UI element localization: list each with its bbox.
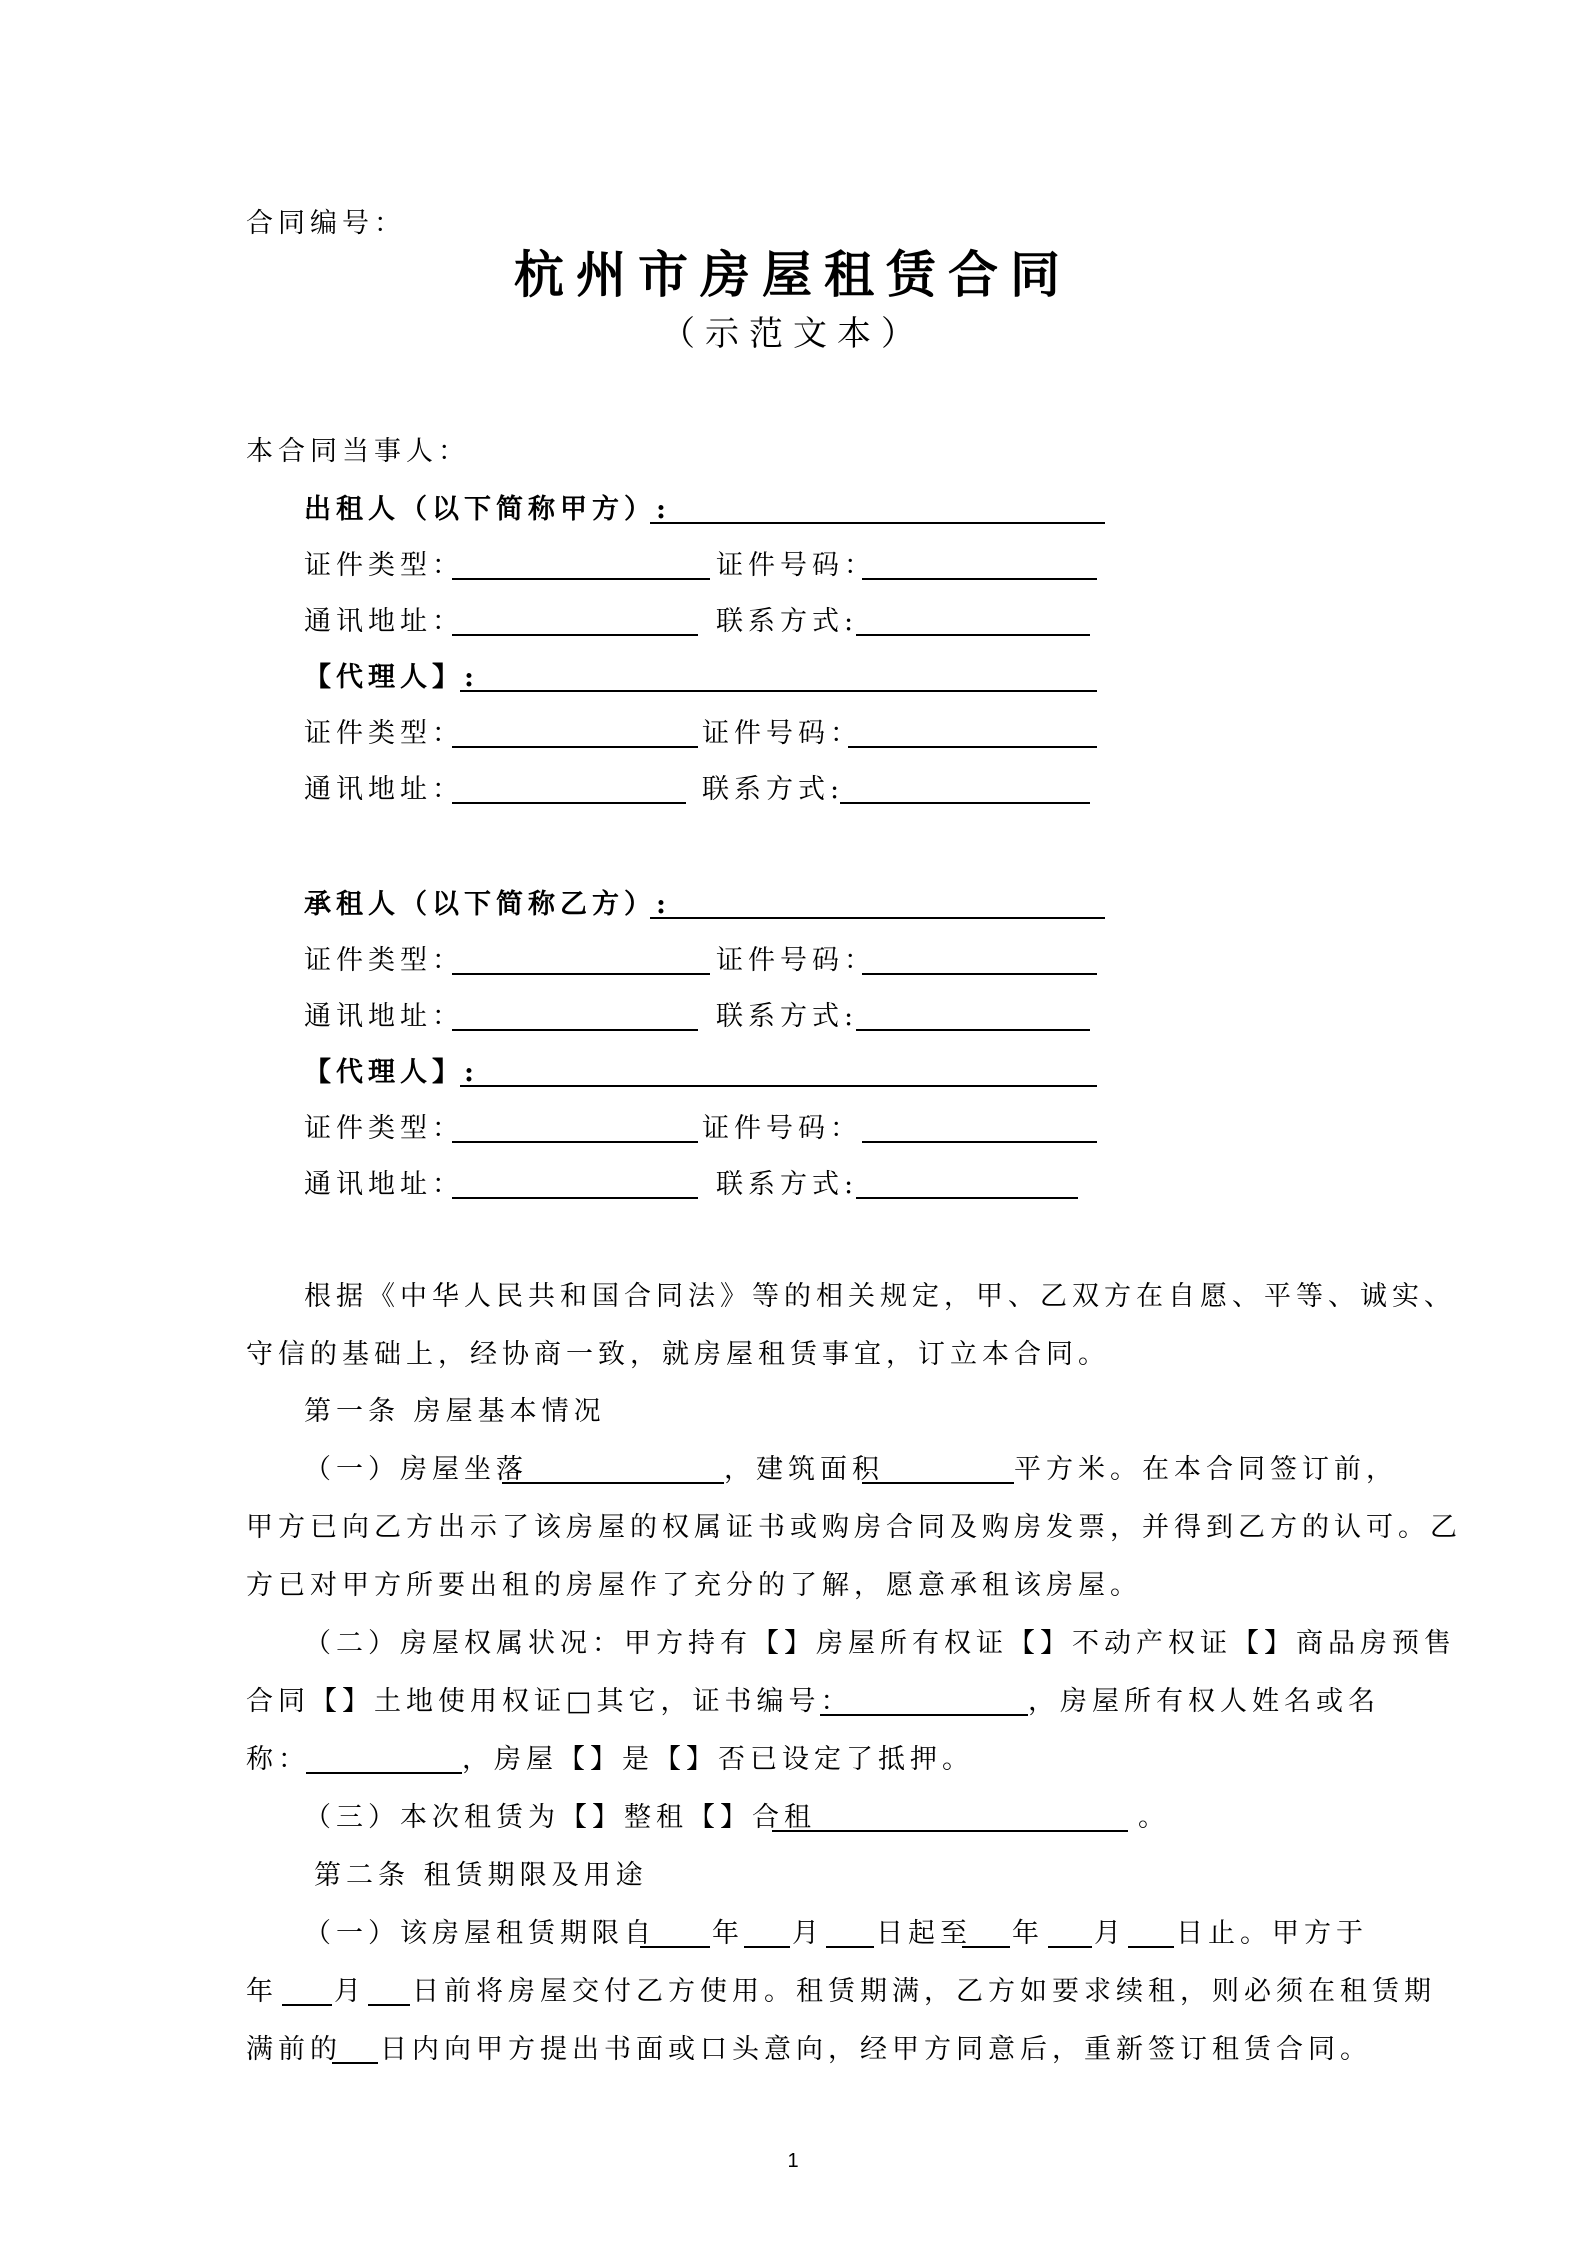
preamble-line-1: 根据《中华人民共和国合同法》等的相关规定，甲、乙双方在自愿、平等、诚实、 <box>304 1281 1456 1312</box>
landlord-agent-id-type-field[interactable] <box>452 746 698 748</box>
tenant-agent-id-type-field[interactable] <box>452 1141 698 1143</box>
landlord-contact-label: 联系方式: <box>716 606 859 637</box>
delivery-day-field[interactable] <box>368 2004 410 2006</box>
property-location-field[interactable] <box>502 1482 724 1484</box>
start-day-field[interactable] <box>826 1946 874 1948</box>
tenant-id-no-field[interactable] <box>862 973 1097 975</box>
start-day-label: 日起至 <box>876 1918 972 1949</box>
start-year-field[interactable] <box>640 1946 710 1948</box>
article-1-clause-2-line-1: （二）房屋权属状况：甲方持有【】房屋所有权证【】不动产权证【】商品房预售 <box>304 1628 1456 1659</box>
article-1-clause-2-line-3-start: 称： <box>246 1744 310 1775</box>
landlord-contact-field[interactable] <box>856 634 1090 636</box>
end-year-label: 年 <box>1012 1918 1044 1949</box>
delivery-month-label: 月 <box>334 1976 366 2007</box>
tenant-id-type-label: 证件类型： <box>304 945 464 976</box>
document-subtitle: （示范文本） <box>661 314 925 354</box>
tenant-name-field[interactable] <box>650 917 1105 919</box>
article-2-clause-1-start: （一）该房屋租赁期限自 <box>304 1918 656 1949</box>
article-1-clause-2-line-2-end: ，房屋所有权人姓名或名 <box>1028 1686 1380 1717</box>
landlord-agent-id-no-field[interactable] <box>848 746 1097 748</box>
article-1-clause-1-start: （一）房屋坐落 <box>304 1454 528 1485</box>
article-1-clause-3-start: （三）本次租赁为【】整租【】合租 <box>304 1802 816 1833</box>
tenant-agent-contact-label: 联系方式: <box>716 1169 859 1200</box>
end-day-field[interactable] <box>1128 1946 1174 1948</box>
article-1-clause-2-line-3-end: ，房屋【】是【】否已设定了抵押。 <box>462 1744 974 1775</box>
landlord-agent-address-label: 通讯地址： <box>304 774 464 805</box>
tenant-address-label: 通讯地址： <box>304 1001 464 1032</box>
parties-heading: 本合同当事人： <box>246 436 470 467</box>
document-title: 杭州市房屋租赁合同 <box>514 245 1072 304</box>
end-month-label: 月 <box>1094 1918 1126 1949</box>
end-year-field[interactable] <box>962 1946 1010 1948</box>
building-area-field[interactable] <box>862 1482 1014 1484</box>
landlord-agent-contact-field[interactable] <box>840 802 1090 804</box>
renewal-clause-end: 日内向甲方提出书面或口头意向，经甲方同意后，重新签订租赁合同。 <box>380 2034 1372 2065</box>
landlord-address-field[interactable] <box>452 634 698 636</box>
end-day-label: 日止。甲方于 <box>1176 1918 1368 1949</box>
start-year-label: 年 <box>712 1918 744 1949</box>
landlord-id-no-label: 证件号码： <box>716 550 876 581</box>
landlord-id-type-label: 证件类型： <box>304 550 464 581</box>
owner-name-field[interactable] <box>306 1772 462 1774</box>
renewal-clause-start: 满前的 <box>246 2034 342 2065</box>
tenant-contact-label: 联系方式: <box>716 1001 859 1032</box>
tenant-agent-id-no-label: 证件号码： <box>702 1113 862 1144</box>
preamble-line-2: 守信的基础上，经协商一致，就房屋租赁事宜，订立本合同。 <box>246 1339 1110 1370</box>
certificate-number-field[interactable] <box>820 1714 1028 1716</box>
article-1-clause-1-end: 平方米。在本合同签订前， <box>1014 1454 1398 1485</box>
landlord-agent-id-type-label: 证件类型： <box>304 718 464 749</box>
contract-number-label: 合同编号： <box>246 208 406 239</box>
article-1-title: 第一条 房屋基本情况 <box>304 1396 606 1427</box>
landlord-id-no-field[interactable] <box>862 578 1097 580</box>
tenant-agent-label: 【代理人】: <box>304 1057 479 1088</box>
delivery-clause-text: 日前将房屋交付乙方使用。租赁期满，乙方如要求续租，则必须在租赁期 <box>412 1976 1436 2007</box>
start-month-label: 月 <box>792 1918 824 1949</box>
tenant-label: 承租人（以下简称乙方）: <box>304 889 671 920</box>
landlord-label: 出租人（以下简称甲方）: <box>304 494 671 525</box>
article-1-clause-1-area-label: ，建筑面积 <box>724 1454 884 1485</box>
article-1-clause-1-line-2: 甲方已向乙方出示了该房屋的权属证书或购房合同及购房发票，并得到乙方的认可。乙 <box>246 1512 1462 1543</box>
article-1-clause-1-line-3: 方已对甲方所要出租的房屋作了充分的了解，愿意承租该房屋。 <box>246 1570 1142 1601</box>
page-number: 1 <box>787 2150 799 2172</box>
tenant-agent-address-label: 通讯地址： <box>304 1169 464 1200</box>
delivery-year-label: 年 <box>246 1976 278 2007</box>
tenant-id-no-label: 证件号码： <box>716 945 876 976</box>
landlord-agent-label: 【代理人】: <box>304 662 479 693</box>
tenant-agent-id-no-field[interactable] <box>862 1141 1097 1143</box>
tenant-agent-field[interactable] <box>460 1085 1097 1087</box>
landlord-agent-address-field[interactable] <box>452 802 686 804</box>
tenant-agent-address-field[interactable] <box>452 1197 698 1199</box>
end-month-field[interactable] <box>1048 1946 1092 1948</box>
article-1-clause-3-end: 。 <box>1138 1802 1170 1833</box>
article-1-clause-2-line-2-start: 合同【】土地使用权证□其它，证书编号： <box>246 1686 853 1717</box>
landlord-agent-contact-label: 联系方式: <box>702 774 845 805</box>
tenant-agent-contact-field[interactable] <box>856 1197 1078 1199</box>
landlord-agent-id-no-label: 证件号码： <box>702 718 862 749</box>
start-month-field[interactable] <box>744 1946 790 1948</box>
rental-type-field[interactable] <box>772 1830 1128 1832</box>
tenant-id-type-field[interactable] <box>452 973 710 975</box>
landlord-name-field[interactable] <box>650 522 1105 524</box>
article-2-title: 第二条 租赁期限及用途 <box>314 1860 648 1891</box>
renewal-notice-days-field[interactable] <box>332 2062 378 2064</box>
tenant-contact-field[interactable] <box>856 1029 1090 1031</box>
landlord-address-label: 通讯地址： <box>304 606 464 637</box>
delivery-month-field[interactable] <box>282 2004 332 2006</box>
landlord-agent-field[interactable] <box>460 690 1097 692</box>
tenant-address-field[interactable] <box>452 1029 698 1031</box>
landlord-id-type-field[interactable] <box>452 578 710 580</box>
tenant-agent-id-type-label: 证件类型： <box>304 1113 464 1144</box>
